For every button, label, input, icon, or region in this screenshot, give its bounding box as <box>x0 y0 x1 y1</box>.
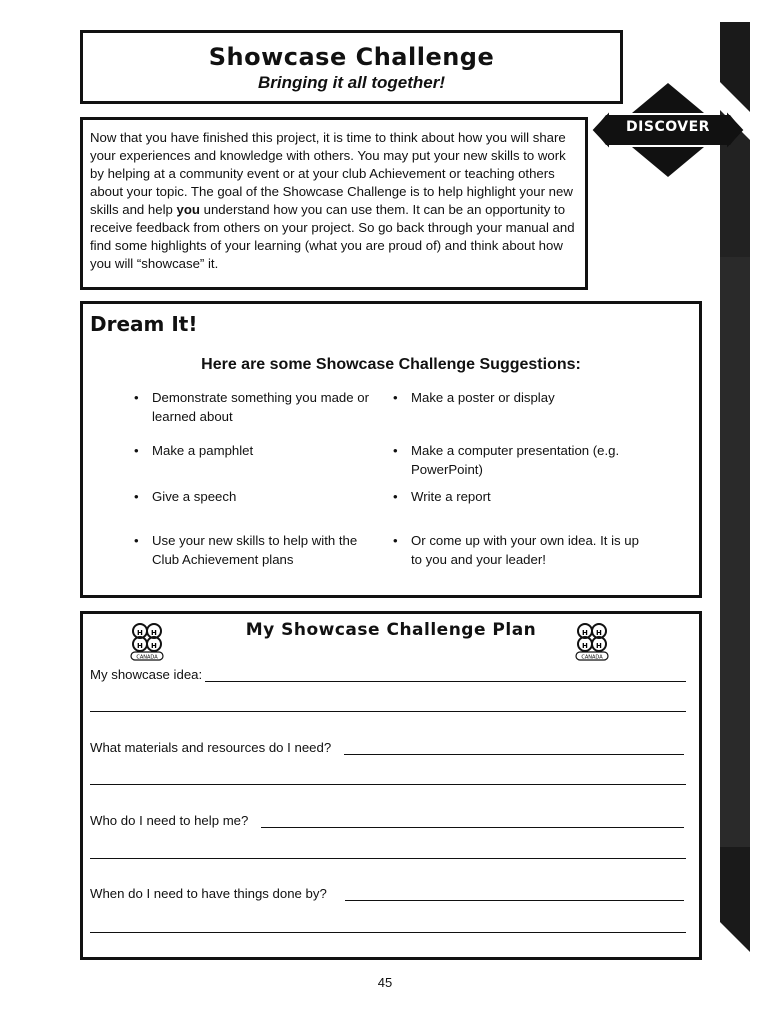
answer-line[interactable] <box>90 711 686 712</box>
svg-text:H: H <box>596 629 602 637</box>
answer-line[interactable] <box>90 784 686 785</box>
title-box <box>80 30 623 104</box>
intro-emphasis: you <box>176 202 200 217</box>
dream-it-box <box>80 301 702 598</box>
page-subtitle: Bringing it all together! <box>258 73 445 92</box>
suggestions-title: Here are some Showcase Challenge Suggestions: <box>201 356 581 373</box>
bullet-icon: • <box>393 443 398 458</box>
svg-text:H: H <box>582 642 588 650</box>
bullet-icon: • <box>134 533 139 548</box>
svg-text:H: H <box>137 629 143 637</box>
svg-text:H: H <box>151 629 157 637</box>
dream-it-heading: Dream It! <box>90 312 198 336</box>
question-deadlines: When do I need to have things done by? <box>90 886 327 901</box>
svg-text:H: H <box>596 642 602 650</box>
bullet-icon: • <box>393 533 398 548</box>
svg-text:H: H <box>151 642 157 650</box>
page-title: Showcase Challenge <box>208 43 495 71</box>
svg-text:H: H <box>137 642 143 650</box>
answer-line[interactable] <box>261 827 684 828</box>
suggestion-item: • Make a poster or display <box>389 389 651 408</box>
question-helpers: Who do I need to help me? <box>90 813 249 828</box>
question-materials: What materials and resources do I need? <box>90 740 332 755</box>
question-showcase-idea: My showcase idea: <box>90 667 203 682</box>
suggestion-item: • Demonstrate something you made or learned about <box>134 390 369 424</box>
4h-clover-logo-icon <box>570 618 614 662</box>
bullet-icon: • <box>393 489 398 504</box>
page-number: 45 <box>377 975 393 990</box>
intro-box <box>80 117 588 290</box>
suggestion-item: • Write a report <box>389 488 651 507</box>
answer-line[interactable] <box>345 900 684 901</box>
suggestion-item: • Use your new skills to help with the Club Achievement plans <box>134 533 358 567</box>
svg-text:H: H <box>582 629 588 637</box>
suggestion-item: • Make a computer presentation (e.g. PowerPoint) <box>393 443 620 477</box>
intro-text-2: understand how you can use them. It can be an opportunity to receive feedback from others on your project. So go back through your manual and find some highlights of your learning (what you are proud of) and think about how you will “showcase” it. <box>90 202 575 271</box>
answer-line[interactable] <box>344 754 684 755</box>
suggestion-item: • Make a pamphlet <box>130 442 372 461</box>
svg-text:CANADA: CANADA <box>581 654 603 661</box>
bullet-icon: • <box>134 390 139 405</box>
intro-text-1: Now that you have finished this project, it is time to think about how you will share your experiences and knowledge with others. You may put your new skills to work by helping at a community event or at your club Achievement or teaching others about your topic. The goal of the Showcase Challenge is to help highlight your new skills and help <box>90 130 573 217</box>
svg-text:CANADA: CANADA <box>136 654 158 661</box>
plan-title: My Showcase Challenge Plan <box>245 620 537 640</box>
showcase-plan-box <box>80 611 702 960</box>
answer-line[interactable] <box>90 932 686 933</box>
answer-line[interactable] <box>90 858 686 859</box>
answer-line[interactable] <box>205 681 686 682</box>
bullet-icon: • <box>134 489 139 504</box>
bullet-icon: • <box>134 443 139 458</box>
discover-label: DISCOVER <box>626 119 710 135</box>
suggestion-item: • Or come up with your own idea. It is up to you and your leader! <box>393 533 639 567</box>
suggestion-item: • Give a speech <box>130 488 372 507</box>
bullet-icon: • <box>393 390 398 405</box>
